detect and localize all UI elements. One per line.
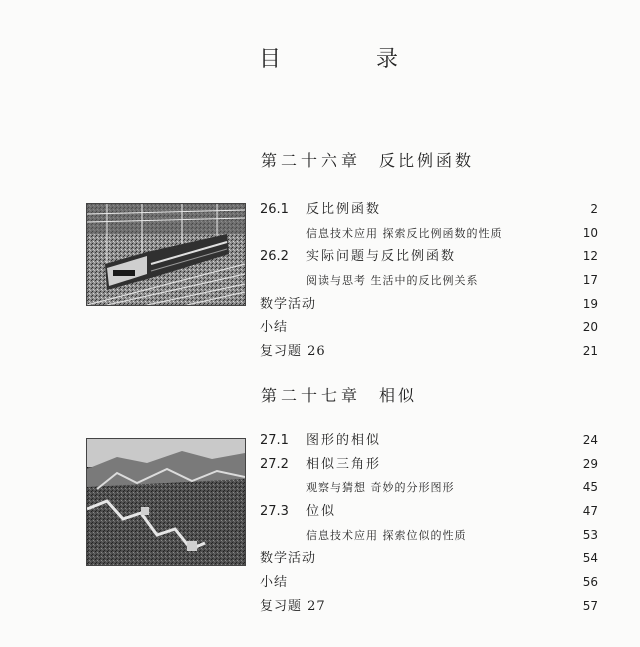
section-title: 小结 xyxy=(260,320,289,336)
train-photo xyxy=(86,203,246,306)
section-title: 图形的相似 xyxy=(306,433,382,448)
section-title: 复习题 26 xyxy=(260,344,326,360)
chapter-heading xyxy=(261,148,474,171)
page-number: 12 xyxy=(582,249,598,264)
section-title: 小结 xyxy=(260,575,289,591)
chapter-number: 第二十七章 xyxy=(261,386,362,405)
page-number: 47 xyxy=(582,504,598,519)
page-number: 54 xyxy=(582,551,598,566)
section-title: 信息技术应用 探索位似的性质 xyxy=(306,528,467,542)
chapter-name: 相似 xyxy=(379,386,418,405)
page-number: 20 xyxy=(582,320,598,335)
section-title: 复习题 27 xyxy=(260,598,326,614)
section-number: 26.2 xyxy=(260,249,289,265)
toc-entry[interactable] xyxy=(260,269,598,293)
section-number: 27.1 xyxy=(260,433,289,448)
chapter-heading xyxy=(261,383,417,406)
page-number: 57 xyxy=(582,598,598,613)
section-number: 26.1 xyxy=(260,202,289,217)
toc-entry[interactable] xyxy=(260,198,598,222)
section-title: 位似 xyxy=(306,504,337,520)
toc-entry[interactable] xyxy=(260,453,598,477)
section-title: 阅读与思考 生活中的反比例关系 xyxy=(306,274,479,288)
section-title: 观察与猜想 奇妙的分形图形 xyxy=(306,481,455,495)
toc-entry[interactable] xyxy=(260,429,598,453)
page-number: 21 xyxy=(582,344,598,359)
page-number: 53 xyxy=(582,527,598,542)
toc-entry[interactable] xyxy=(260,524,598,548)
section-title: 实际问题与反比例函数 xyxy=(306,249,457,265)
toc-entry[interactable] xyxy=(260,595,598,619)
toc-entry[interactable] xyxy=(260,476,598,500)
toc-entry[interactable] xyxy=(260,500,598,524)
toc-entry[interactable] xyxy=(260,571,598,595)
section-number: 27.3 xyxy=(260,504,289,520)
chapter-number: 第二十六章 xyxy=(261,151,362,170)
chapter-name: 反比例函数 xyxy=(379,151,475,170)
section-title: 相似三角形 xyxy=(306,456,382,472)
section-title: 数学活动 xyxy=(260,551,317,567)
toc-entry[interactable] xyxy=(260,340,598,364)
page-number: 56 xyxy=(582,575,598,590)
page-number: 19 xyxy=(582,296,598,311)
page-number: 17 xyxy=(582,273,598,288)
toc-entry[interactable] xyxy=(260,245,598,269)
chapter-26-toc xyxy=(260,198,598,364)
page-number: 2 xyxy=(590,202,598,216)
page-number: 10 xyxy=(582,225,598,240)
section-title: 数学活动 xyxy=(260,296,317,312)
toc-entry[interactable] xyxy=(260,316,598,340)
great-wall-photo xyxy=(86,438,246,566)
toc-entry[interactable] xyxy=(260,547,598,571)
section-number: 27.2 xyxy=(260,456,289,472)
toc-entry[interactable] xyxy=(260,293,598,317)
section-title: 反比例函数 xyxy=(306,202,382,217)
page-number: 45 xyxy=(582,480,598,495)
page-title: 目 录 xyxy=(259,47,442,72)
page-number: 29 xyxy=(582,456,598,471)
section-title: 信息技术应用 探索反比例函数的性质 xyxy=(306,226,503,240)
toc-entry[interactable] xyxy=(260,222,598,246)
page-number: 24 xyxy=(582,433,598,447)
chapter-27-toc xyxy=(260,429,598,619)
